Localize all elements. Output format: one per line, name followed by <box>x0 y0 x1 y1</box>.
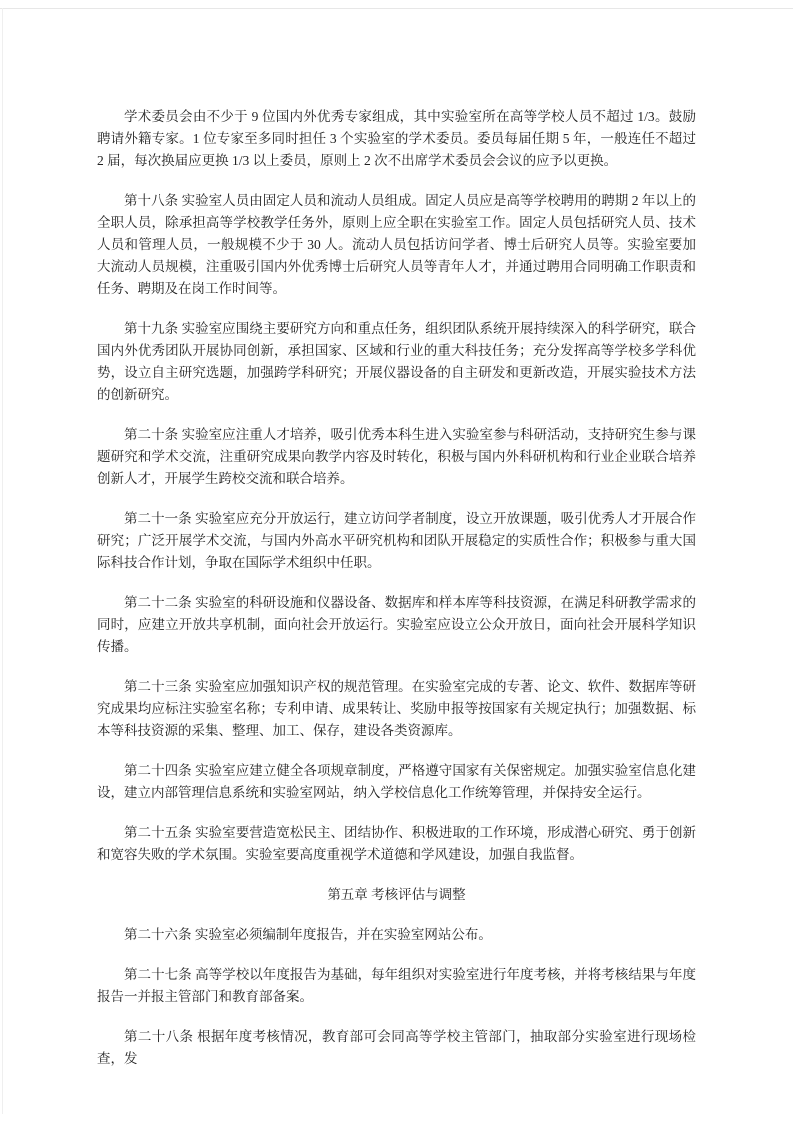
document-body <box>97 106 696 1088</box>
chapter-heading: 第五章 考核评估与调整 <box>327 887 466 902</box>
paragraph: 第二十三条 实验室应加强知识产权的规范管理。在实验室完成的专著、论文、软件、数据库等研究成果均应标注实验室名称；专利申请、成果转让、奖励申报等按国家有关规定执行；加强数据、标本等科技资源的采集、整理、加工、保存，建设各类资源库。 <box>97 679 696 738</box>
paragraph: 第二十条 实验室应注重人才培养，吸引优秀本科生进入实验室参与科研活动，支持研究生参与课题研究和学术交流，注重研究成果向教学内容及时转化，积极与国内外科研机构和行业企业联合培养创新人才，开展学生跨校交流和联合培养。 <box>97 427 696 486</box>
paragraph: 第十九条 实验室应围绕主要研究方向和重点任务，组织团队系统开展持续深入的科学研究，联合国内外优秀团队开展协同创新，承担国家、区域和行业的重大科技任务；充分发挥高等学校多学科优势，设立自主研究选题，加强跨学科研究；开展仪器设备的自主研发和更新改造，开展实验技术方法的创新研究。 <box>97 321 696 402</box>
scan-edge-top <box>0 8 793 9</box>
paragraph: 第二十二条 实验室的科研设施和仪器设备、数据库和样本库等科技资源，在满足科研教学需求的同时，应建立开放共享机制，面向社会开放运行。实验室应设立公众开放日，面向社会开展科学知识传播。 <box>97 595 696 654</box>
scan-edge-left <box>2 8 3 1114</box>
paragraph: 第二十八条 根据年度考核情况，教育部可会同高等学校主管部门，抽取部分实验室进行现场检查，发 <box>97 1029 696 1066</box>
paragraph: 第二十五条 实验室要营造宽松民主、团结协作、积极进取的工作环境，形成潜心研究、勇于创新和宽容失败的学术氛围。实验室要高度重视学术道德和学风建设，加强自我监督。 <box>97 825 696 862</box>
paragraph: 第二十六条 实验室必须编制年度报告，并在实验室网站公布。 <box>124 927 492 942</box>
paragraph: 第二十七条 高等学校以年度报告为基础，每年组织对实验室进行年度考核，并将考核结果与年度报告一并报主管部门和教育部备案。 <box>97 967 696 1004</box>
paragraph: 第二十四条 实验室应建立健全各项规章制度，严格遵守国家有关保密规定。加强实验室信息化建设，建立内部管理信息系统和实验室网站，纳入学校信息化工作统筹管理，并保持安全运行。 <box>97 763 696 800</box>
paragraph: 学术委员会由不少于 9 位国内外优秀专家组成，其中实验室所在高等学校人员不超过 1/3。鼓励聘请外籍专家。1 位专家至多同时担任 3 个实验室的学术委员。委员每届任期 5 年，一般连任不超过 2 届，每次换届应更换 1/3 以上委员，原则上 2 次不出席学术委员会会议的应予以更换。 <box>97 109 696 168</box>
paragraph: 第二十一条 实验室应充分开放运行，建立访问学者制度，设立开放课题，吸引优秀人才开展合作研究；广泛开展学术交流，与国内外高水平研究机构和团队开展稳定的实质性合作；积极参与重大国际科技合作计划，争取在国际学术组织中任职。 <box>97 511 696 570</box>
paragraph: 第十八条 实验室人员由固定人员和流动人员组成。固定人员应是高等学校聘用的聘期 2 年以上的全职人员，除承担高等学校教学任务外，原则上应全职在实验室工作。固定人员包括研究人员、技术人员和管理人员，一般规模不少于 30 人。流动人员包括访问学者、博士后研究人员等。实验室要加大流动人员规模，注重吸引国内外优秀博士后研究人员等青年人才，并通过聘用合同明确工作职责和任务、聘期及在岗工作时间等。 <box>97 193 696 296</box>
